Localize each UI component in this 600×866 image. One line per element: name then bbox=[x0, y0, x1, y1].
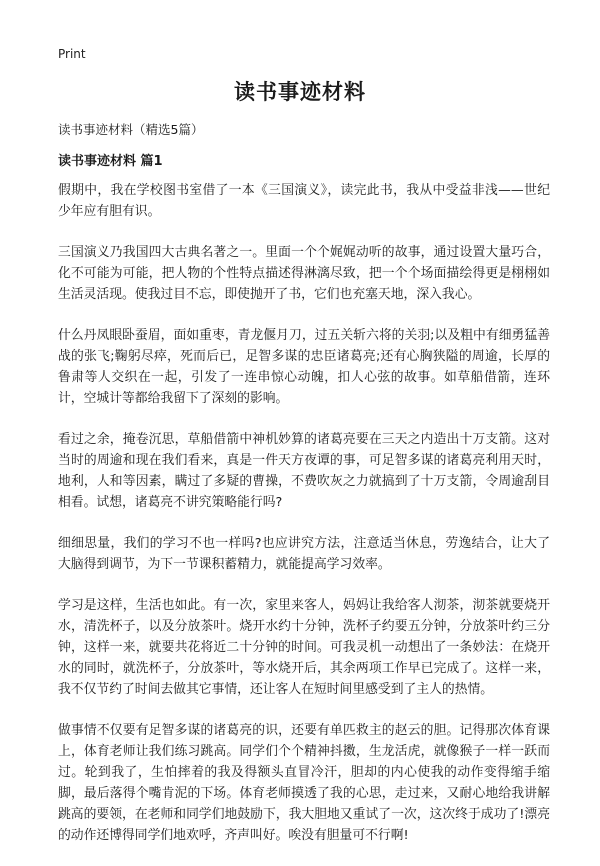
paragraph: 细细思量，我们的学习不也一样吗?也应讲究方法，注意适当休息，劳逸结合，让大了大脑得到调节，为下一节课积蓄精力，就能提高学习效率。 bbox=[58, 536, 550, 572]
paragraph: 假期中，我在学校图书室借了一本《三国演义》，读完此书，我从中受益非浅——世纪少年应有胆有识。 bbox=[58, 183, 550, 219]
paragraph: 学习是这样，生活也如此。有一次，家里来客人，妈妈让我给客人沏茶，沏茶就要烧开水，清洗杯子，以及分放茶叶。烧开水约十分钟，洗杯子约要五分钟，分放茶叶约三分钟，这样一来，就要共花将近二十分钟的时间。可我灵机一动想出了一条妙法：在烧开水的同时，就洗杯子，分放茶叶，等水烧开后，其余两项工作早已完成了。这样一来，我不仅节约了时间去做其它事情，还让客人在短时间里感受到了主人的热情。 bbox=[58, 598, 550, 697]
print-label[interactable]: Print bbox=[58, 47, 86, 61]
paragraph: 三国演义乃我国四大古典名著之一。里面一个个娓娓动听的故事，通过设置大量巧合，化不可能为可能，把人物的个性特点描述得淋漓尽致，把一个个场面描绘得更是栩栩如生活灵活现。使我过目不忘，即使抛开了书，它们也充塞天地，深入我心。 bbox=[58, 245, 550, 302]
article-heading: 读书事迹材料 篇1 bbox=[58, 154, 163, 169]
article-body bbox=[58, 180, 550, 866]
document-subtitle: 读书事迹材料（精选5篇） bbox=[58, 122, 204, 137]
document-title: 读书事迹材料 bbox=[234, 80, 366, 104]
paragraph: 做事情不仅要有足智多谋的诸葛亮的识，还要有单匹救主的赵云的胆。记得那次体育课上，体育老师让我们练习跳高。同学们个个精神抖擞，生龙活虎，就像猴子一样一跃而过。轮到我了，生怕摔着的我及得额头直冒冷汗，胆却的内心使我的动作变得缩手缩脚，最后落得个嘴肯泥的下场。体育老师摸透了我的心思，走过来，又耐心地给我讲解跳高的要领，在老师和同学们地鼓励下，我大胆地又重试了一次，这次终于成功了!漂亮的动作还博得同学们地欢呼，齐声叫好。唉没有胆量可不行啊! bbox=[58, 723, 550, 843]
paragraph: 什么丹凤眼卧蚕眉，面如重枣，青龙偃月刀，过五关斩六将的关羽;以及粗中有细勇猛善战的张飞;鞠躬尽瘁，死而后已，足智多谋的忠臣诸葛亮;还有心胸狭隘的周逾，长厚的鲁肃等人交织在一起，引发了一连串惊心动魄，扣人心弦的故事。如草船借箭，连环计，空城计等都给我留下了深刻的影响。 bbox=[58, 328, 550, 406]
paragraph: 看过之余，掩卷沉思，草船借箭中神机妙算的诸葛亮要在三天之内造出十万支箭。这对当时的周逾和现在我们看来，真是一件天方夜谭的事，可足智多谋的诸葛亮利用天时，地利，人和等因素，瞒过了多疑的曹操，不费吹灰之力就搞到了十万支箭，令周逾刮目相看。试想，诸葛亮不讲究策略能行吗? bbox=[58, 432, 550, 510]
